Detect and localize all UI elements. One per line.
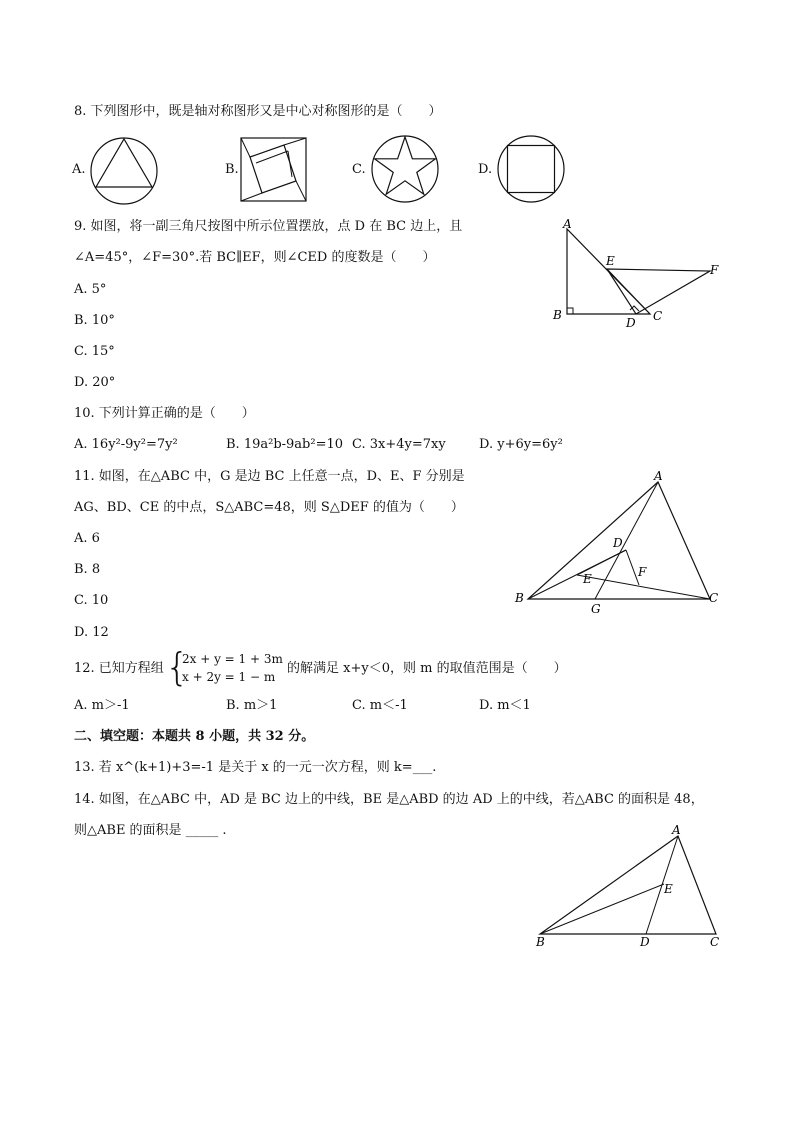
q10-option-d: D. y+6y=6y² [479,437,563,452]
q14-label-a: A [672,823,681,837]
q9-label-f: F [710,263,719,277]
q14-label-c: C [710,935,720,949]
q9-option-c: C. 15° [74,344,115,359]
q11-triangle-figure [510,468,725,618]
q12-suffix: 的解满足 x+y＜0，则 m 的取值范围是（ ） [287,661,567,676]
q10-stem: 10. 下列计算正确的是（ ） [74,406,255,421]
q14-label-b: B [536,935,545,949]
q12-brace: { [165,645,190,689]
q11-stem-line1: 11. 如图，在△ABC 中，G 是边 BC 上任意一点，D、E、F 分别是 [74,469,465,484]
q11-stem-line2: AG、BD、CE 的中点，S△ABC=48，则 S△DEF 的值为（ ） [74,500,464,515]
q14-label-d: D [640,935,650,949]
q9-label-b: B [553,308,562,322]
q8-stem: 8. 下列图形中，既是轴对称图形又是中心对称图形的是（ ） [74,104,442,119]
q11-option-c: C. 10 [74,593,109,608]
q11-option-b: B. 8 [74,562,101,577]
q12-option-a: A. m＞-1 [74,698,130,713]
q10-option-a: A. 16y²-9y²=7y² [74,437,178,452]
q9-triangle-figure [545,215,730,335]
q13-stem: 13. 若 x^(k+1)+3=-1 是关于 x 的一元一次方程，则 k=___. [74,760,437,775]
q12-option-c: C. m＜-1 [352,698,408,713]
q8-option-a-label: A. [72,162,86,177]
q11-label-b: B [515,591,524,605]
q9-label-e: E [606,254,615,268]
q8-figure-c-circle-star [370,134,440,204]
q12-option-d: D. m＜1 [479,698,531,713]
q10-option-c: C. 3x+4y=7xy [352,437,446,452]
q9-label-a: A [563,217,572,231]
q8-figure-d-circle-square [496,134,566,204]
q9-option-b: B. 10° [74,313,115,328]
q14-stem-line1: 14. 如图，在△ABC 中，AD 是 BC 边上的中线，BE 是△ABD 的边 AD 上的中线，若△ABC 的面积是 48， [74,792,704,807]
q9-option-d: D. 20° [74,375,116,390]
q14-label-e: E [664,882,673,896]
q8-option-b-label: B. [225,162,239,177]
q8-option-d-label: D. [478,162,493,177]
q9-label-c: C [653,309,663,323]
q9-label-d: D [626,316,636,330]
q14-triangle-figure [530,820,730,955]
q11-label-d: D [613,536,623,550]
q9-stem-line2: ∠A=45°，∠F=30°.若 BC∥EF，则∠CED 的度数是（ ） [74,250,436,265]
q12-equation-1: 2x + y = 1 + 3m [182,652,283,666]
q10-option-b: B. 19a²b-9ab²=10 [226,437,344,452]
q8-option-c-label: C. [352,162,366,177]
q11-label-c: C [709,591,719,605]
q12-equation-2: x + 2y = 1 − m [182,670,276,684]
q14-stem-line2: 则△ABE 的面积是 _____ . [74,823,227,838]
q11-label-a: A [654,469,663,483]
q12-prefix: 12. 已知方程组 [74,661,164,676]
q12-option-b: B. m＞1 [226,698,278,713]
q11-label-f: F [638,565,647,579]
q11-option-d: D. 12 [74,625,109,640]
q9-option-a: A. 5° [74,282,107,297]
q11-label-e: E [583,572,592,586]
q11-label-g: G [591,602,601,616]
q11-option-a: A. 6 [74,531,100,546]
q9-stem-line1: 9. 如图，将一副三角尺按图中所示位置摆放，点 D 在 BC 边上，且 [74,219,463,234]
q8-figure-b-pinwheel-square [240,137,308,203]
q8-figure-a-circle-triangle [88,135,160,207]
section2-title: 二、填空题：本题共 8 小题，共 32 分。 [74,729,315,744]
